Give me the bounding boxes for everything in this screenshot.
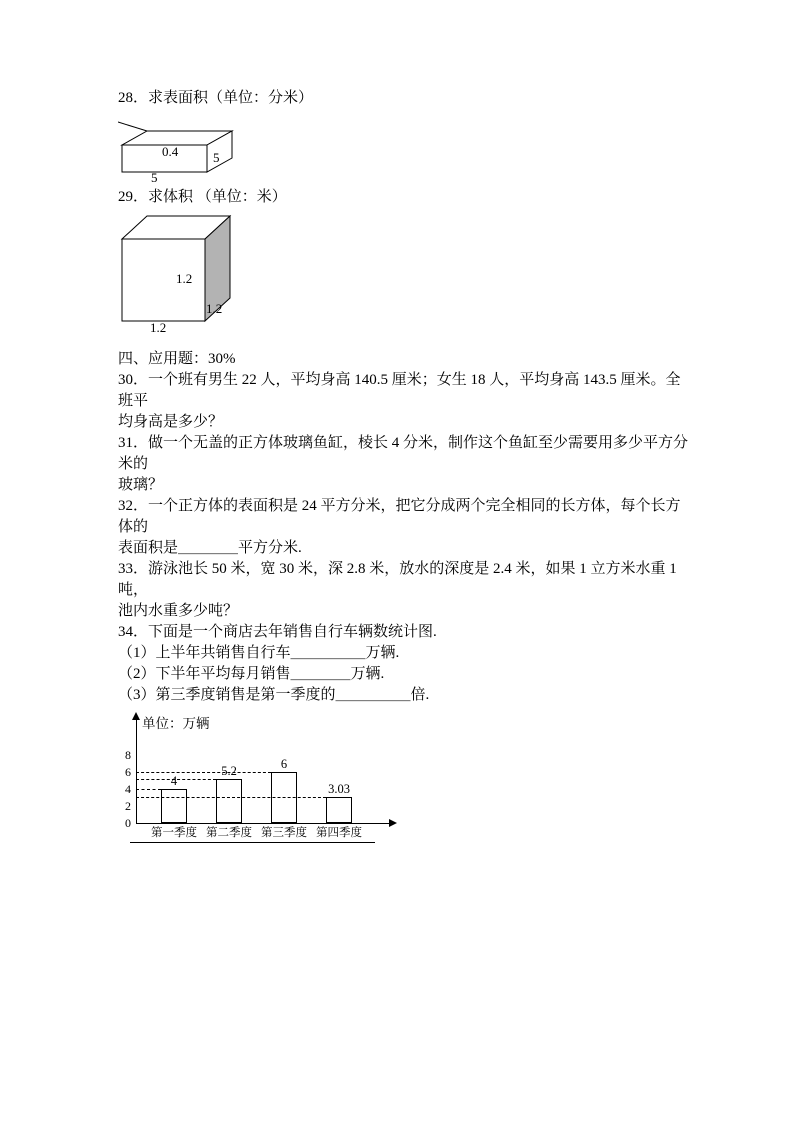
x-axis-line xyxy=(136,823,389,824)
cuboid-length-label: 5 xyxy=(151,170,158,184)
question-34-sub1: （1）上半年共销售自行车＿＿＿＿＿万辆. xyxy=(118,645,400,661)
question-28-title: 28．求表面积（单位：分米） xyxy=(118,90,314,106)
question-34-sub3: （3）第三季度销售是第一季度的＿＿＿＿＿倍. xyxy=(118,687,430,703)
question-31-text-line2: 玻璃？ xyxy=(118,477,164,493)
bar-value-label: 6 xyxy=(280,757,288,771)
bar-value-label: 3.03 xyxy=(328,782,350,797)
question-29-title: 29．求体积 （单位：米） xyxy=(118,189,287,205)
question-33-text-line1: 33．游泳池长 50 米，宽 30 米，深 2.8 米，放水的深度是 2.4 米，如果 1 立方米水重 1 吨， xyxy=(118,561,681,598)
guide-dashed-line xyxy=(136,772,271,773)
cube-height-label: 1.2 xyxy=(176,271,193,286)
x-category-label: 第一季度 xyxy=(151,827,197,839)
cuboid-depth-label: 5 xyxy=(213,150,220,165)
x-category-label: 第二季度 xyxy=(206,827,252,839)
question-33-text-line2: 池内水重多少吨？ xyxy=(118,603,239,619)
cube-depth-label: 1.2 xyxy=(206,301,223,316)
y-axis-line xyxy=(136,719,137,823)
bar-quarter-1 xyxy=(161,789,187,823)
y-tick-label: 8 xyxy=(125,748,131,762)
chart-unit-label: 单位：万辆 xyxy=(142,716,210,731)
q29-cube-figure xyxy=(118,212,244,336)
bar-quarter-2 xyxy=(216,779,242,823)
section-4-title: 四、应用题：30% xyxy=(118,351,236,367)
q28-leader-line xyxy=(118,122,147,131)
question-32-text-line2: 表面积是＿＿＿＿平方分米. xyxy=(118,540,302,556)
question-30-text-line2: 均身高是多少？ xyxy=(118,414,224,430)
guide-dashed-line xyxy=(136,789,161,790)
q28-cuboid-figure xyxy=(118,116,250,184)
x-axis-arrow-icon xyxy=(389,819,397,827)
bar-chart xyxy=(120,715,430,855)
category-row-underline xyxy=(130,842,375,843)
y-tick-label: 6 xyxy=(125,765,131,779)
question-32-text-line1: 32．一个正方体的表面积是 24 平方分米，把它分成两个完全相同的长方体，每个长方体的 xyxy=(118,498,681,535)
bar-value-label: 5.2 xyxy=(221,763,237,778)
guide-dashed-line xyxy=(136,779,216,780)
guide-dashed-line xyxy=(136,797,326,798)
cuboid-height-label: 0.4 xyxy=(162,144,179,159)
cube-length-label: 1.2 xyxy=(150,320,167,335)
y-tick-label: 4 xyxy=(125,782,131,796)
question-34-sub2: （2）下半年平均每月销售＿＿＿＿万辆. xyxy=(118,666,385,682)
question-30-text-line1: 30．一个班有男生 22 人，平均身高 140.5 厘米；女生 18 人，平均身高 143.5 厘米。全班平 xyxy=(118,372,681,409)
question-31-text-line1: 31．做一个无盖的正方体玻璃鱼缸，棱长 4 分米，制作这个鱼缸至少需要用多少平方分米的 xyxy=(118,435,689,472)
bar-value-label: 4 xyxy=(170,774,178,788)
question-34-text: 34．下面是一个商店去年销售自行车辆数统计图. xyxy=(118,624,437,640)
y-tick-label: 2 xyxy=(125,799,131,813)
bar-quarter-4 xyxy=(326,797,352,823)
x-category-label: 第四季度 xyxy=(316,827,362,839)
x-category-label: 第三季度 xyxy=(261,827,307,839)
y-tick-label: 0 xyxy=(125,816,131,830)
cube-front-face xyxy=(122,239,205,321)
